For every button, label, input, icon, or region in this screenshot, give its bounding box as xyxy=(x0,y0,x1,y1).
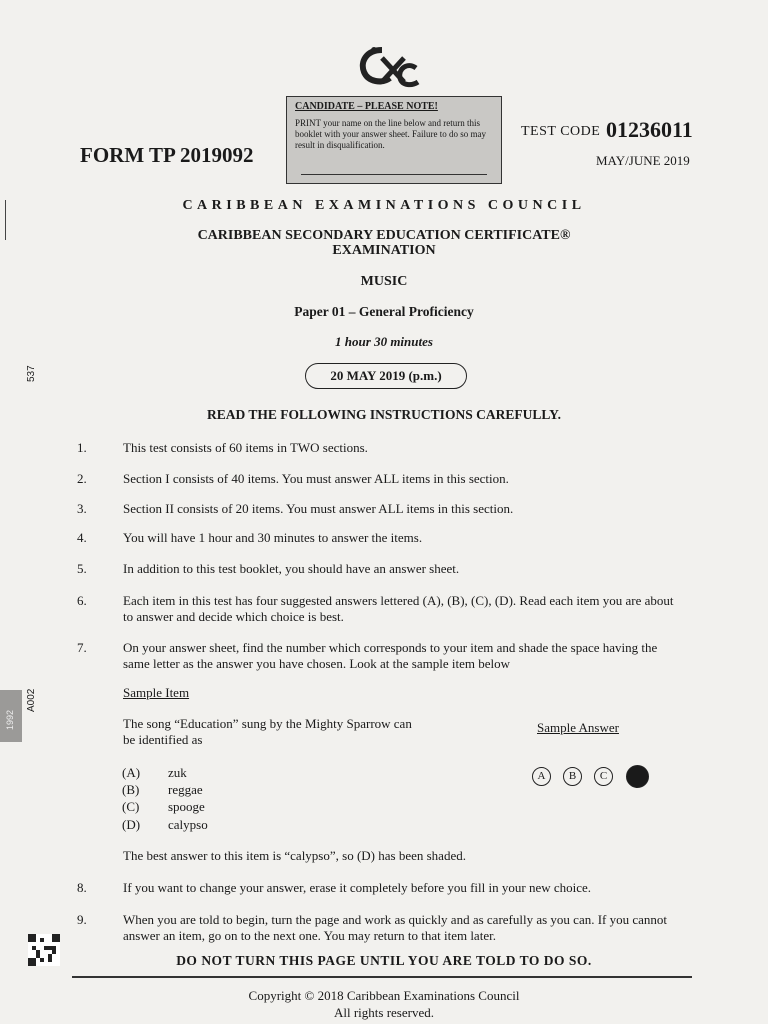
item-number: 2. xyxy=(77,471,87,486)
council-name: CARIBBEAN EXAMINATIONS COUNCIL xyxy=(182,198,586,213)
test-code-label: TEST CODE xyxy=(521,124,601,139)
certificate-title xyxy=(0,228,768,258)
option-letter: (B) xyxy=(122,782,140,797)
sample-item-label: Sample Item xyxy=(123,685,190,700)
side-code-537: 537 xyxy=(26,365,37,382)
answer-bubble-b: B xyxy=(563,767,582,786)
cxc-logo xyxy=(352,44,422,90)
item-number: 5. xyxy=(77,561,87,576)
exam-date: 20 MAY 2019 (p.m.) xyxy=(305,363,467,389)
candidate-note-box xyxy=(286,96,502,184)
item-text: Each item in this test has four suggested answers lettered (A), (B), (C), (D). Read each item you are about to answer and decide which choice is best. xyxy=(123,593,674,624)
item-text: In addition to this test booklet, you should have an answer sheet. xyxy=(123,561,460,576)
side-tab-text: 1992 xyxy=(5,709,15,730)
item-text: Section I consists of 40 items. You must answer ALL items in this section. xyxy=(123,471,509,486)
paper-title: Paper 01 – General Proficiency xyxy=(294,304,474,319)
item-number: 3. xyxy=(77,501,87,516)
option-letter: (A) xyxy=(122,765,141,780)
note-title: CANDIDATE – PLEASE NOTE! xyxy=(295,101,438,112)
answer-bubble-a: A xyxy=(532,767,551,786)
form-code: FORM TP 2019092 xyxy=(80,143,254,167)
item-number: 6. xyxy=(77,593,87,608)
certificate-line-2: EXAMINATION xyxy=(332,243,436,258)
side-code-a002: A002 xyxy=(26,688,37,712)
option-letter: (D) xyxy=(122,817,141,832)
item-number: 1. xyxy=(77,440,87,455)
option-text: reggae xyxy=(168,782,203,797)
subject-title: MUSIC xyxy=(360,274,408,289)
exam-duration: 1 hour 30 minutes xyxy=(335,334,433,349)
copyright xyxy=(0,987,768,1021)
certificate-line-1: CARIBBEAN SECONDARY EDUCATION CERTIFICATE® xyxy=(197,228,571,243)
sample-question: The song “Education” sung by the Mighty Sparrow can be identified as xyxy=(123,716,412,747)
item-number: 8. xyxy=(77,880,87,895)
instructions-heading: READ THE FOLLOWING INSTRUCTIONS CAREFULLY. xyxy=(207,407,561,422)
item-number: 7. xyxy=(77,640,87,655)
copyright-line-1: Copyright © 2018 Caribbean Examinations Council xyxy=(248,988,520,1003)
answer-bubble-c: C xyxy=(594,767,613,786)
item-number: 9. xyxy=(77,912,87,927)
item-text: When you are told to begin, turn the page and work as quickly and as carefully as you can. If you cannot answer an item, go on to the next one. You may return to that item later. xyxy=(123,912,668,943)
exam-session: MAY/JUNE 2019 xyxy=(596,153,690,168)
option-text: spooge xyxy=(168,799,205,814)
sample-answer-label: Sample Answer xyxy=(537,720,619,735)
note-body: PRINT your name on the line below and return this booklet with your answer sheet. Failure to do so may result in disqualification. xyxy=(295,118,486,150)
sample-explanation: The best answer to this item is “calypso”, so (D) has been shaded. xyxy=(123,848,466,863)
option-text: calypso xyxy=(168,817,208,832)
item-text: Section II consists of 20 items. You must answer ALL items in this section. xyxy=(123,501,514,516)
copyright-line-2: All rights reserved. xyxy=(333,1005,434,1020)
name-line xyxy=(301,174,487,175)
item-text: This test consists of 60 items in TWO sections. xyxy=(123,440,368,455)
item-text: On your answer sheet, find the number which corresponds to your item and shade the space having the same letter as the answer you have chosen. Look at the sample item below xyxy=(123,640,658,671)
option-text: zuk xyxy=(168,765,187,780)
item-number: 4. xyxy=(77,530,87,545)
item-text: You will have 1 hour and 30 minutes to answer the items. xyxy=(123,530,423,545)
test-code-value: 01236011 xyxy=(606,117,693,142)
option-letter: (C) xyxy=(122,799,140,814)
item-text: If you want to change your answer, erase it completely before you fill in your new choice. xyxy=(123,880,592,895)
do-not-turn-warning: DO NOT TURN THIS PAGE UNTIL YOU ARE TOLD TO DO SO. xyxy=(176,953,592,968)
footer-rule xyxy=(72,976,692,978)
answer-bubble-d-shaded xyxy=(626,765,649,788)
